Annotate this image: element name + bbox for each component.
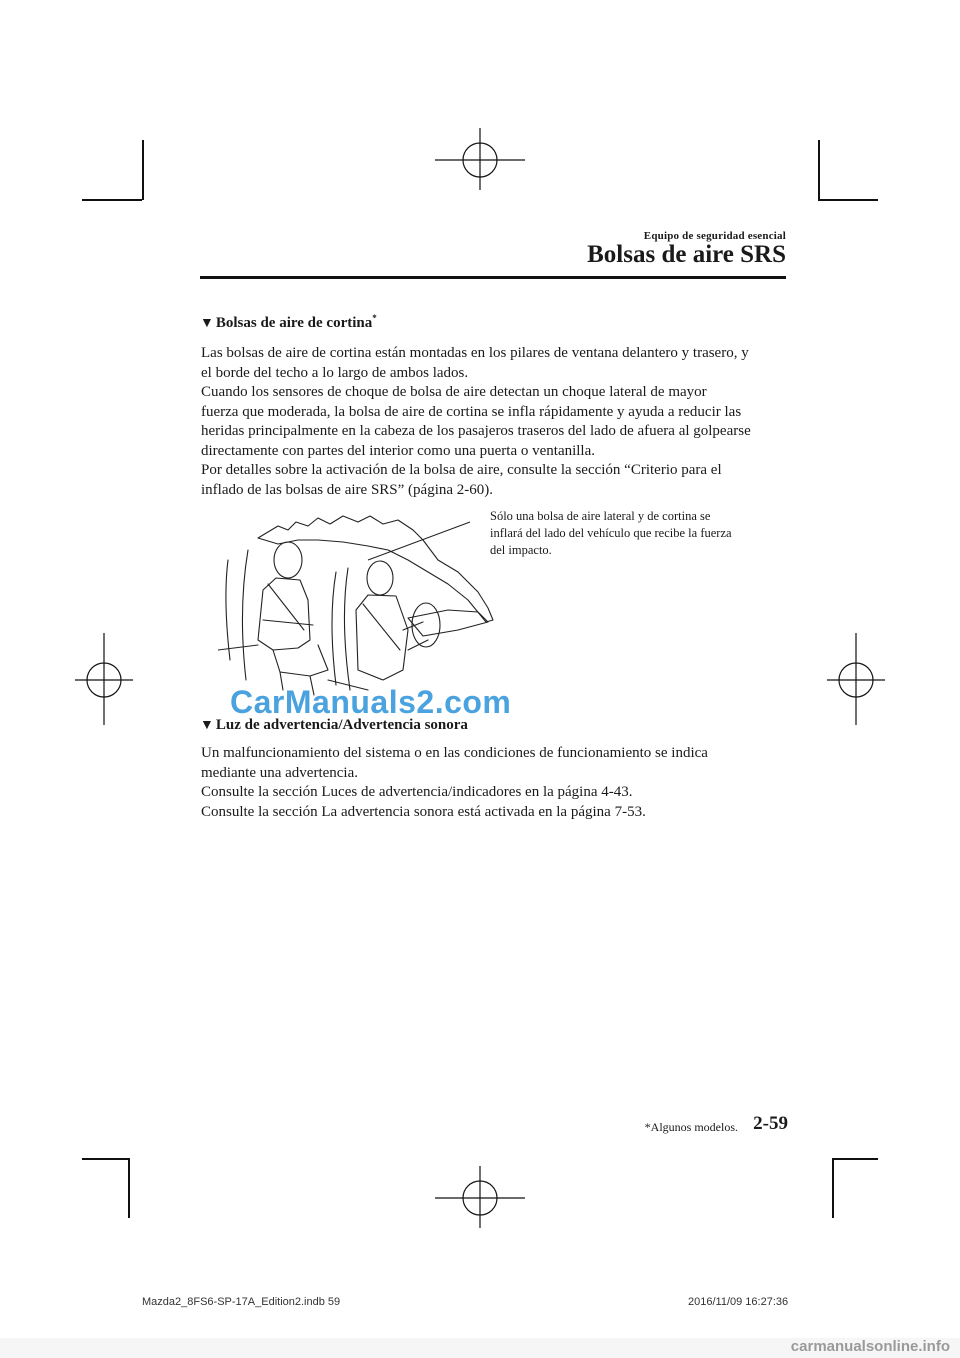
- curtain-paragraph: Las bolsas de aire de cortina están montadas en los pilares de ventana delantero y trasero, y el borde del techo a lo largo de ambos lados. Cuando los sensores de choque de bolsa de aire detectan un choque lateral de mayor fuerza que moderada, la bolsa de aire de cortina se infla rápidamente y ayuda a reducir las heridas principalmente en la cabeza de los pasajeros traseros del lado de afuera al golpearse directamente con partes del interior como una puerta o ventanilla. Por detalles sobre la activación de la bolsa de aire, consulte la sección “Criterio para el inflado de las bolsas de aire SRS” (página 2-60).: [201, 345, 751, 498]
- asterisk-marker: *: [372, 313, 377, 323]
- curtain-airbag-illustration: [218, 500, 503, 700]
- header-rule: [200, 276, 786, 279]
- page-number: 2-59: [753, 1113, 788, 1134]
- illustration-caption: Sólo una bolsa de aire lateral y de cortina se inflará del lado del vehículo que recibe la fuerza del impacto.: [490, 509, 732, 557]
- print-slug-timestamp: 2016/11/09 16:27:36: [688, 1296, 789, 1308]
- page-title: Bolsas de aire SRS: [587, 241, 786, 268]
- triangle-bullet-icon: ▼: [200, 316, 214, 331]
- section-label: Equipo de seguridad esencial: [643, 230, 786, 242]
- watermark-logo: CarManuals2.com: [230, 684, 512, 720]
- triangle-bullet-icon: ▼: [200, 718, 214, 733]
- footnote: *Algunos modelos.: [644, 1120, 738, 1134]
- warning-paragraph: Un malfuncionamiento del sistema o en las condiciones de funcionamiento se indica mediante una advertencia. Consulte la sección Luces de advertencia/indicadores en la página 4-43. Consulte la sección La advertencia sonora está activada en la página 7-53.: [201, 745, 708, 820]
- warning-heading: ▼ Luz de advertencia/Advertencia sonora: [200, 717, 468, 733]
- bottom-watermark: carmanualsonline.info: [790, 1338, 950, 1355]
- print-slug-file: Mazda2_8FS6-SP-17A_Edition2.indb 59: [142, 1296, 341, 1308]
- curtain-heading: ▼ Bolsas de aire de cortina*: [200, 313, 377, 331]
